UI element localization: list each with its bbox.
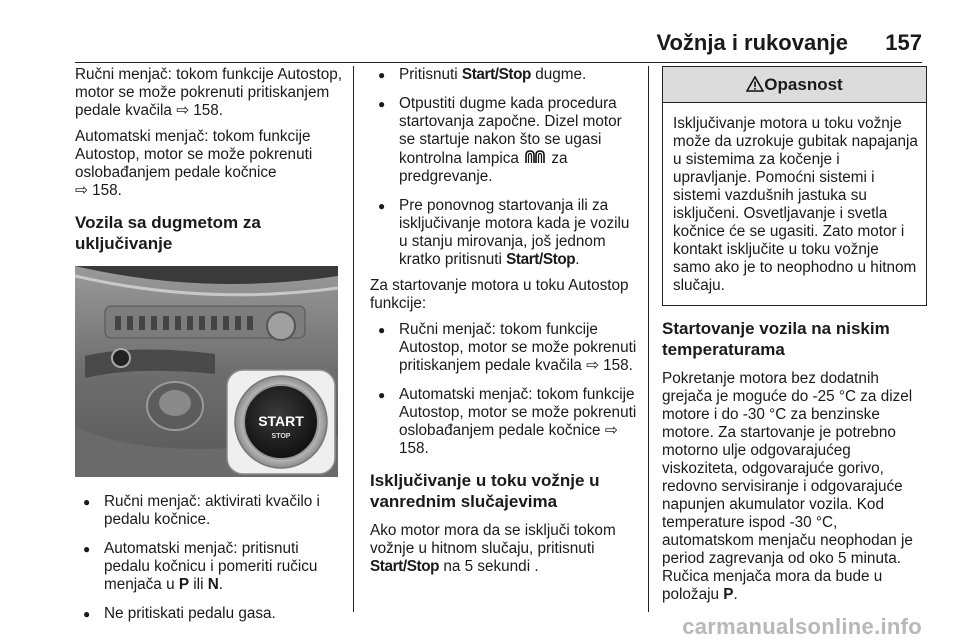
start-stop-button-photo [75, 266, 338, 477]
paragraph-automatic-autostop: Automatski menjač: tokom funkcije Autostop, motor se može pokrenuti oslobađanjem pedale kočnice ⇨ 158. [75, 128, 313, 199]
bullet-no-gas: ● Ne pritiskati pedalu gasa. [75, 605, 345, 623]
bullet-automatic-autostop: ● Automatski menjač: tokom funkcije Autostop, motor se može pokrenuti oslobađanjem pedale kočnice ⇨ 158. [370, 386, 638, 458]
bullet-manual-clutch: ● Ručni menjač: aktivirati kvačilo i pedalu kočnice. [75, 493, 345, 529]
column-2 [370, 66, 638, 584]
paragraph-cold-start: Pokretanje motora bez dodatnih grejača je moguće do -25 °C za dizel motore i do -30 °C za benzinske motore. Za startovanje je potrebno motorno ulje odgovarajućeg viskoziteta, odgovarajuće gorivo, redovno servisiranje i odgovarajuće napunjen akumulator vozila. Kod temperature ispod -30 °C, automatskom menjaču neophodan je period zagrevanja od oko 5 minuta. Ručica menjača mora da bude u položaju P. [662, 370, 913, 603]
paragraph-autostop-start: Za startovanje motora u toku Autostop funkcije: [370, 277, 629, 312]
ref-arrow-icon: ⇨ [75, 182, 88, 199]
glow-plug-lamp-icon [523, 149, 547, 165]
heading-emergency-shutdown: Isključivanje u toku vožnje u vanrednim slučajevima [370, 471, 600, 511]
paragraph-manual-autostop: Ručni menjač: tokom funkcije Autostop, motor se može pokrenuti pritiskanjem pedale kvačila ⇨ 158. [75, 66, 342, 119]
bullet-release-button: ● Otpustiti dugme kada procedura startovanja započne. Dizel motor se startuje nakon što se ugasi kontrolna lampica za predgrevanje. [370, 95, 638, 186]
column-divider-1 [353, 66, 354, 612]
danger-title: Opasnost [764, 75, 843, 94]
page-ref-link[interactable]: 158. [399, 440, 429, 457]
bullet-restart: ● Pre ponovnog startovanja ili za isključivanje motora kada je vozilu u stanju mirovanja, još jednom kratko pritisnuti Start/Stop. [370, 197, 638, 269]
heading-cold-start: Startovanje vozila na niskim temperaturama [662, 319, 890, 359]
bullet-automatic-brake: ● Automatski menjač: pritisnuti pedalu kočnicu i pomeriti ručicu menjača u P ili N. [75, 540, 345, 594]
column-3 [662, 66, 927, 612]
bullet-press-start: ● Pritisnuti Start/Stop dugme. [370, 66, 638, 84]
danger-header [663, 67, 926, 103]
page-ref-link[interactable]: 158. [193, 102, 224, 119]
page-ref-link[interactable]: 158. [92, 182, 122, 199]
ref-arrow-icon: ⇨ [586, 357, 599, 374]
header-rule [75, 62, 922, 63]
ref-arrow-icon: ⇨ [604, 422, 618, 439]
paragraph-emergency: Ako motor mora da se isključi tokom vožnje u hitnom slučaju, pritisnuti Start/Stop na 5 sekundi . [370, 522, 616, 575]
danger-box [662, 66, 927, 306]
column-1 [75, 66, 345, 634]
heading-start-button: Vozila sa dugmetom za uključivanje [75, 213, 261, 253]
danger-text: Isključivanje motora u toku vožnje može da uzrokuje gubitak napajanja u sistemima za kočenje i upravljanje. Pomoćni sistemi i sistemi vazdušnih jastuka su isključeni. Osvetljavanje i svetla kočnice će se ugasiti. Zato motor i kontakt isključite u toku vožnje samo ako je to neophodno u hitnom slučaju. [673, 115, 918, 294]
page-number: 157 [885, 30, 922, 55]
bullet-manual-autostop: ● Ručni menjač: tokom funkcije Autostop, motor se može pokrenuti pritiskanjem pedale kvačila ⇨ 158. [370, 321, 638, 375]
page-ref-link[interactable]: 158. [603, 357, 633, 374]
warning-triangle-icon [746, 76, 764, 92]
column-divider-2 [648, 66, 649, 612]
section-title: Vožnja i rukovanje [656, 30, 848, 55]
page-header [0, 24, 960, 64]
watermark: carmanualsonline.info [682, 614, 922, 639]
start-label: START [258, 413, 304, 429]
stop-label: STOP [271, 433, 291, 440]
ref-arrow-icon: ⇨ [176, 102, 190, 119]
